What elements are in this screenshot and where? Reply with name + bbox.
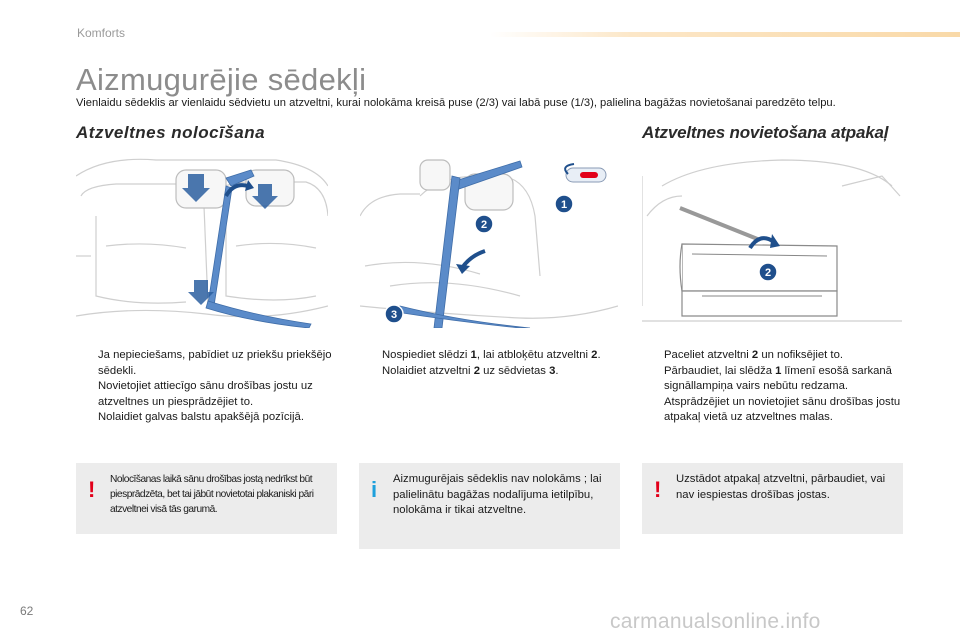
warning-note-text: Uzstādot atpakaļ atzveltni, pārbaudiet, vai nav iespiestas drošības jostas. <box>676 473 886 501</box>
page-number: 62 <box>20 604 34 618</box>
warning-note-fold <box>76 463 337 534</box>
steps-return-backrest <box>642 348 904 426</box>
list-item: Atsprādzējiet un novietojiet sānu drošības jostu atpakaļ vietā uz atzveltnes malas. <box>664 395 901 423</box>
svg-text:1: 1 <box>560 199 568 211</box>
info-icon: i <box>371 477 378 502</box>
list-item: Pārbaudiet, lai slēdža 1 līmenī esošā sarkanā signāllampiņa vairs nebūtu redzama. <box>664 364 892 392</box>
list-item: Novietojiet attiecīgo sānu drošības jostu uz atzveltnes un piesprādzējiet to. <box>98 380 313 408</box>
heading-folding-backrest: Atzveltnes nolocīšana <box>76 123 266 142</box>
list-item: Nolaidiet galvas balstu apakšējā pozīcijā. <box>98 411 304 423</box>
list-item: Nospiediet slēdzi 1, lai atbloķētu atzveltni 2. <box>382 349 601 361</box>
info-note-text: Aizmugurējais sēdeklis nav nolokāms ; lai palielinātu bagāžas nodalījuma ietilpību, nolokāma ir tikai atzveltne. <box>393 473 602 516</box>
warning-note-text: Nolocīšanas laikā sānu drošības jostą nedrīkst būt piesprādzēta, bet tai jābūt novietotai plakaniski pāri atzveltnei visā tās garumā. <box>110 474 314 515</box>
illustration-raise-backrest <box>642 156 902 328</box>
illustration-fold-steps <box>360 156 618 328</box>
callout-2 <box>475 215 493 233</box>
steps-fold-preparation <box>76 348 338 426</box>
header-accent-bar <box>490 32 960 37</box>
watermark: carmanualsonline.info <box>610 610 821 633</box>
svg-text:2: 2 <box>480 219 488 231</box>
list-item: Nolaidiet atzveltni 2 uz sēdvietas 3. <box>382 364 559 377</box>
steps-fold-backrest <box>360 348 622 379</box>
list-item: Ja nepieciešams, pabīdiet uz priekšu priekšējo sēdekli. <box>98 349 332 377</box>
callout-2 <box>759 263 777 281</box>
warning-icon: ! <box>654 477 662 502</box>
warning-note-return <box>642 463 903 534</box>
section-label: Komforts <box>77 26 126 40</box>
svg-text:2: 2 <box>764 267 772 279</box>
intro-paragraph: Vienlaidu sēdeklis ar vienlaidu sēdvietu un atzveltni, kurai nolokāma kreisā puse (2/3) vai labā puse (1/3), palielina bagāžas novietošanai paredzēto telpu. <box>76 97 836 109</box>
callout-1 <box>555 195 573 213</box>
illustration-fold-preparation <box>76 156 328 328</box>
svg-text:3: 3 <box>390 309 398 321</box>
warning-icon: ! <box>88 477 96 502</box>
page-title: Aizmugurējie sēdekļi <box>76 62 367 97</box>
heading-returning-backrest: Atzveltnes novietošana atpakaļ <box>642 123 889 142</box>
info-note <box>359 463 620 549</box>
list-item: Paceliet atzveltni 2 un nofiksējiet to. <box>664 349 843 361</box>
callout-3 <box>385 305 403 323</box>
